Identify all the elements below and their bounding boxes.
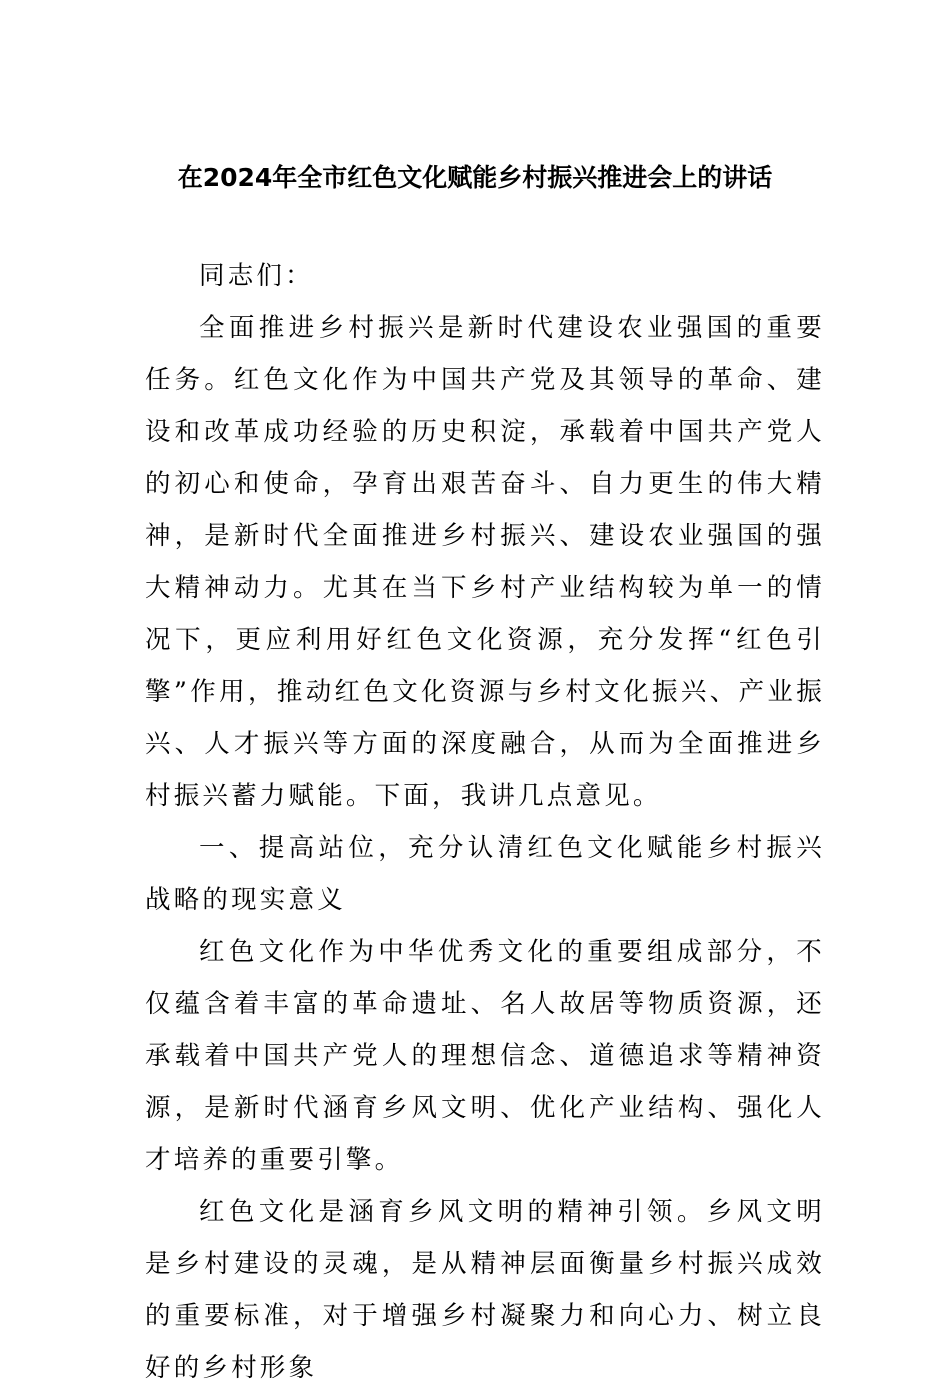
paragraph-section-1: 红色文化作为中华优秀文化的重要组成部分，不仅蕴含着丰富的革命遗址、名人故居等物质资源，还承载着中国共产党人的理想信念、道德追求等精神资源，是新时代涵育乡风文明、优化产业结构、强化人才培养的重要引擎。 (145, 937, 825, 1175)
section-heading-1: 一、提高站位，充分认清红色文化赋能乡村振兴战略的现实意义 (145, 833, 825, 915)
document-title: 在2024年全市红色文化赋能乡村振兴推进会上的讲话 (177, 163, 773, 192)
paragraph-intro: 全面推进乡村振兴是新时代建设农业强国的重要任务。红色文化作为中国共产党及其领导的革命、建设和改革成功经验的历史积淀，承载着中国共产党人的初心和使命，孕育出艰苦奋斗、自力更生的伟大精神，是新时代全面推进乡村振兴、建设农业强国的强大精神动力。尤其在当下乡村产业结构较为单一的情况下，更应利用好红色文化资源，充分发挥“红色引擎”作用，推动红色文化资源与乡村文化振兴、产业振兴、人才振兴等方面的深度融合，从而为全面推进乡村振兴蓄力赋能。下面，我讲几点意见。 (145, 313, 825, 811)
greeting: 同志们： (199, 261, 314, 291)
document-body (145, 250, 825, 1394)
paragraph-section-1-point: 红色文化是涵育乡风文明的精神引领。乡风文明是乡村建设的灵魂，是从精神层面衡量乡村振兴成效的重要标准，对于增强乡村凝聚力和向心力、树立良好的乡村形象 (145, 1197, 825, 1383)
